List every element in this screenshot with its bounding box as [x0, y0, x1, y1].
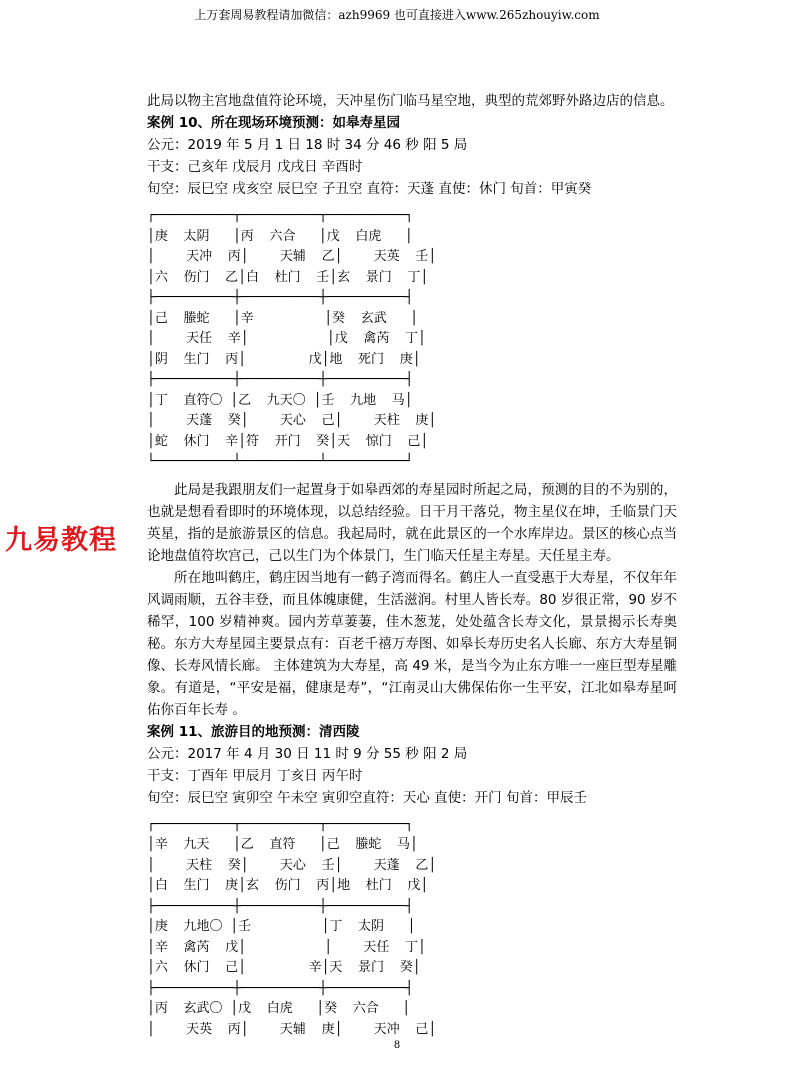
case11-date: 公元：2017 年 4 月 30 日 11 时 9 分 55 秒 阳 2 局 [147, 745, 468, 762]
case10-title: 案例 10、所在现场环境预测：如皋寿星园 [147, 115, 400, 131]
case11-grid-row: │辛 九天 │乙 直符 │己 螣蛇 马│ [147, 837, 418, 852]
case11-grid-row: │ 天柱 癸│ 天心 壬│ 天蓬 乙│ [147, 857, 437, 873]
page-number: 8 [393, 1040, 401, 1051]
case10-grid-row: │六 伤门 乙│白 杜门 壬│玄 景门 丁│ [147, 269, 429, 285]
case11-grid-row: │庚 九地〇 │壬 │丁 太阴 │ [147, 919, 416, 934]
case10-grid-row: │蛇 休门 辛│符 开门 癸│天 惊门 己│ [147, 433, 429, 449]
case11-grid-row: │ 天英 丙│ 天辅 庚│ 天冲 己│ [147, 1021, 437, 1037]
case11-xunkong: 旬空：辰巳空 寅卯空 午未空 寅卯空直符：天心 直使：开门 旬首：甲辰壬 [147, 789, 587, 806]
case11-grid-row: │六 休门 己│ 辛│天 景门 癸│ [147, 960, 421, 975]
case10-grid-row: │ 天冲 丙│ 天辅 乙│ 天英 壬│ [147, 249, 437, 264]
case10-paragraph-1: 此局是我跟朋友们一起置身于如皋西郊的寿星园时所起之局，预测的目的不为别的，也就是想看看即时的环境体现，以总结经验。日干月干落兑，物主星仪在坤，壬临景门天英星，指的是旅游景区的信息。我起局时，就在此景区的一个水库岸边。景区的核心点当论地盘值符坎宫己，己以生门为个体景门，生门临天任星主寿星。天任星主寿。 [147, 481, 677, 564]
case11-grid-row: ┌──────────┬──────────┬──────────┐ [147, 816, 414, 832]
case11-grid-row: ├──────────┼──────────┼──────────┤ [147, 980, 414, 996]
case10-grid-row: ┌──────────┬──────────┬──────────┐ [147, 208, 414, 223]
intro-line: 此局以物主宫地盘值符论环境，天冲星伤门临马星空地，典型的荒郊野外路边店的信息。 [147, 93, 674, 109]
case10-xunkong: 旬空：辰巳空 戌亥空 辰巳空 子丑空 直符：天蓬 直使：休门 旬首：甲寅癸 [147, 181, 592, 197]
case10-ganzhi: 干支：己亥年 戊辰月 戊戌日 辛酉时 [147, 159, 363, 175]
case10-grid-row: │庚 太阴 │丙 六合 │戊 白虎 │ [147, 228, 413, 244]
case10-grid-row: │ 天蓬 癸│ 天心 己│ 天柱 庚│ [147, 413, 437, 428]
page-header: 上万套周易教程请加微信：azh9969 也可直接进入www.265zhouyiw.com [194, 8, 600, 22]
case10-grid-row: │ 天任 辛│ │戊 禽芮 丁│ [147, 331, 426, 346]
case11-grid-row: │白 生门 庚│玄 伤门 丙│地 杜门 戊│ [147, 878, 429, 893]
case10-grid-row: │丁 直符〇 │乙 九天〇 │壬 九地 马│ [147, 392, 413, 408]
document-body [147, 90, 677, 1046]
case10-grid-row: │己 螣蛇 │辛 │癸 玄武 │ [147, 310, 419, 326]
case10-grid-row: │阴 生门 丙│ 戊│地 死门 庚│ [147, 351, 421, 367]
case10-paragraph-2: 所在地叫鹤庄，鹤庄因当地有一鹤子湾而得名。鹤庄人一直受惠于大寿星，不仅年年风调雨顺，五谷丰登，而且体魄康健，生活滋润。村里人皆长寿。80 岁很正常，90 岁不稀罕，100 岁精神爽。园内芳草萋萋，佳木葱茏，处处蕴含长寿文化，景景揭示长寿奥秘。东方大寿星园主要景点有：百老千禧万寿图、如皋长寿历史名人长廊、东方大寿星铜像、长寿风情长廊。 主体建筑为大寿星，高 49 米，是当今为止东方唯一一座巨型寿星雕象。有道是，“平安是福，健康是寿”，“江南灵山大佛保佑你一生平安，江北如皋寿星呵佑你百年长寿 。 [147, 569, 677, 718]
case11-grid-row: ├──────────┼──────────┼──────────┤ [147, 898, 414, 914]
case11-ganzhi: 干支：丁酉年 甲辰月 丁亥日 丙午时 [147, 767, 363, 784]
case11-grid-row: │丙 玄武〇 │戊 白虎 │癸 六合 │ [147, 1001, 411, 1016]
case10-grid-row: ├──────────┼──────────┼──────────┤ [147, 372, 414, 387]
qimen-chart-case11 [147, 815, 677, 1041]
case11-grid-row: │辛 禽芮 戊│ │ 天任 丁│ [147, 939, 426, 955]
case11-title: 案例 11、旅游目的地预测：清西陵 [147, 723, 360, 740]
case10-grid-row: ├──────────┼──────────┼──────────┤ [147, 290, 414, 305]
case10-grid-row: └──────────┴──────────┴──────────┘ [147, 454, 414, 469]
watermark-logo: 九易教程 [5, 525, 117, 556]
case10-date: 公元：2019 年 5 月 1 日 18 时 34 分 46 秒 阳 5 局 [147, 137, 468, 153]
qimen-chart-case10 [147, 206, 677, 473]
